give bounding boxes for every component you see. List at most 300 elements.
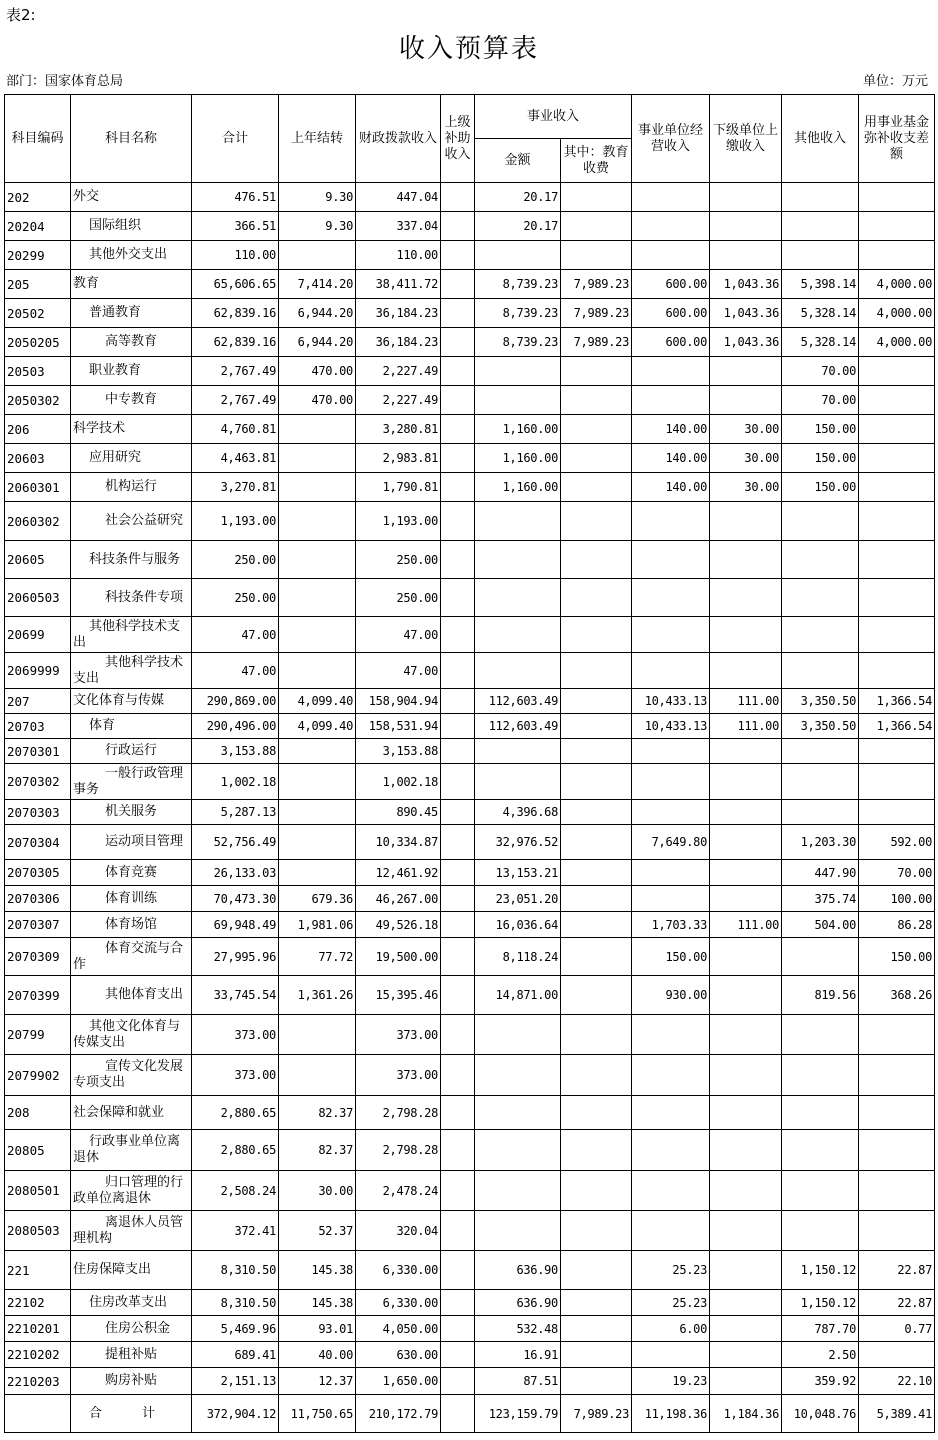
cell-lower — [710, 1368, 782, 1395]
cell-carryover — [279, 860, 356, 886]
total-operating: 11,198.36 — [632, 1395, 710, 1433]
cell-upper — [441, 1096, 475, 1130]
cell-operating — [632, 886, 710, 912]
total-label: 合 计 — [71, 1395, 192, 1433]
cell-lower — [710, 241, 782, 270]
cell-total: 476.51 — [192, 183, 279, 212]
cell-fiscal: 38,411.72 — [356, 270, 441, 299]
cell-fund: 22.10 — [859, 1368, 935, 1395]
cell-other — [782, 183, 859, 212]
cell-carryover: 7,414.20 — [279, 270, 356, 299]
cell-carryover: 12.37 — [279, 1368, 356, 1395]
cell-code: 206 — [5, 415, 71, 444]
cell-code: 2070301 — [5, 739, 71, 764]
cell-amount: 32,976.52 — [475, 825, 561, 860]
cell-name-text: 体育交流与合作 — [73, 940, 184, 972]
cell-amount — [475, 1055, 561, 1096]
table-row — [5, 541, 935, 579]
cell-fund — [859, 1096, 935, 1130]
cell-fund: 592.00 — [859, 825, 935, 860]
cell-other — [782, 1211, 859, 1251]
cell-lower — [710, 541, 782, 579]
cell-fiscal: 36,184.23 — [356, 328, 441, 357]
cell-lower — [710, 860, 782, 886]
total-row — [5, 1395, 935, 1433]
cell-lower — [710, 1342, 782, 1368]
cell-code: 2050205 — [5, 328, 71, 357]
cell-edu — [561, 1211, 632, 1251]
header-fiscal: 财政拨款收入 — [356, 95, 441, 183]
cell-carryover — [279, 764, 356, 800]
cell-other: 5,328.14 — [782, 299, 859, 328]
cell-other — [782, 1171, 859, 1211]
cell-total: 70,473.30 — [192, 886, 279, 912]
cell-carryover — [279, 825, 356, 860]
cell-name — [71, 912, 192, 938]
cell-amount: 532.48 — [475, 1316, 561, 1342]
cell-carryover — [279, 541, 356, 579]
cell-fund: 4,000.00 — [859, 270, 935, 299]
header-upper-subsidy: 上级补助收入 — [441, 95, 475, 183]
cell-lower — [710, 386, 782, 415]
cell-amount: 13,153.21 — [475, 860, 561, 886]
cell-fiscal: 46,267.00 — [356, 886, 441, 912]
cell-total: 2,880.65 — [192, 1130, 279, 1171]
cell-other: 504.00 — [782, 912, 859, 938]
cell-name-text: 中专教育 — [105, 392, 158, 407]
cell-code: 2070305 — [5, 860, 71, 886]
cell-operating — [632, 1171, 710, 1211]
cell-fund: 100.00 — [859, 886, 935, 912]
cell-total: 62,839.16 — [192, 328, 279, 357]
cell-upper — [441, 541, 475, 579]
cell-fund — [859, 1015, 935, 1055]
cell-operating — [632, 541, 710, 579]
cell-total: 26,133.03 — [192, 860, 279, 886]
cell-other: 1,150.12 — [782, 1290, 859, 1316]
cell-name-text: 住房公积金 — [105, 1320, 171, 1336]
cell-fund — [859, 1130, 935, 1171]
cell-name — [71, 386, 192, 415]
cell-lower — [710, 357, 782, 386]
cell-total: 33,745.54 — [192, 976, 279, 1015]
cell-other: 150.00 — [782, 415, 859, 444]
cell-fund — [859, 1171, 935, 1211]
cell-code: 202 — [5, 183, 71, 212]
cell-fiscal: 49,526.18 — [356, 912, 441, 938]
cell-other — [782, 541, 859, 579]
table-row — [5, 444, 935, 473]
cell-total: 373.00 — [192, 1055, 279, 1096]
cell-total: 3,153.88 — [192, 739, 279, 764]
cell-operating: 19.23 — [632, 1368, 710, 1395]
cell-upper — [441, 653, 475, 689]
header-edu-fee: 其中：教育收费 — [561, 139, 632, 183]
cell-upper — [441, 502, 475, 541]
cell-carryover — [279, 502, 356, 541]
cell-fiscal: 373.00 — [356, 1015, 441, 1055]
cell-code: 20299 — [5, 241, 71, 270]
cell-amount: 87.51 — [475, 1368, 561, 1395]
cell-operating — [632, 1211, 710, 1251]
cell-lower — [710, 886, 782, 912]
cell-total: 290,496.00 — [192, 714, 279, 739]
cell-amount — [475, 653, 561, 689]
cell-lower — [710, 1290, 782, 1316]
cell-code: 2210203 — [5, 1368, 71, 1395]
cell-lower — [710, 183, 782, 212]
cell-name-text: 购房补贴 — [105, 1373, 158, 1388]
cell-other: 819.56 — [782, 976, 859, 1015]
cell-total: 4,463.81 — [192, 444, 279, 473]
cell-code: 2070303 — [5, 800, 71, 825]
cell-carryover — [279, 1015, 356, 1055]
total-amount: 123,159.79 — [475, 1395, 561, 1433]
header-amount: 金额 — [475, 139, 561, 183]
cell-lower — [710, 1316, 782, 1342]
cell-total: 47.00 — [192, 653, 279, 689]
cell-upper — [441, 764, 475, 800]
cell-fiscal: 4,050.00 — [356, 1316, 441, 1342]
cell-total: 250.00 — [192, 579, 279, 617]
cell-other — [782, 1055, 859, 1096]
cell-edu — [561, 689, 632, 714]
cell-fiscal: 2,798.28 — [356, 1096, 441, 1130]
cell-name — [71, 270, 192, 299]
cell-operating: 1,703.33 — [632, 912, 710, 938]
cell-fund — [859, 800, 935, 825]
cell-edu — [561, 386, 632, 415]
cell-code: 2070302 — [5, 764, 71, 800]
cell-upper — [441, 357, 475, 386]
cell-code: 2069999 — [5, 653, 71, 689]
total-other: 10,048.76 — [782, 1395, 859, 1433]
cell-code: 22102 — [5, 1290, 71, 1316]
total-total: 372,904.12 — [192, 1395, 279, 1433]
cell-operating: 25.23 — [632, 1290, 710, 1316]
cell-upper — [441, 1368, 475, 1395]
total-upper — [441, 1395, 475, 1433]
cell-edu — [561, 739, 632, 764]
table-row — [5, 579, 935, 617]
table-row — [5, 764, 935, 800]
cell-fund: 0.77 — [859, 1316, 935, 1342]
cell-total: 2,767.49 — [192, 357, 279, 386]
cell-carryover: 82.37 — [279, 1130, 356, 1171]
cell-upper — [441, 386, 475, 415]
header-operating: 事业单位经营收入 — [632, 95, 710, 183]
cell-operating — [632, 1130, 710, 1171]
cell-code: 2070309 — [5, 938, 71, 976]
cell-fiscal: 1,790.81 — [356, 473, 441, 502]
cell-code: 20603 — [5, 444, 71, 473]
cell-fund — [859, 617, 935, 653]
cell-name-text: 其他科学技术支出 — [73, 618, 181, 650]
cell-fund: 86.28 — [859, 912, 935, 938]
cell-fiscal: 373.00 — [356, 1055, 441, 1096]
cell-fund — [859, 386, 935, 415]
cell-code: 2060301 — [5, 473, 71, 502]
cell-name-text: 运动项目管理 — [105, 834, 184, 849]
cell-code: 205 — [5, 270, 71, 299]
cell-upper — [441, 1251, 475, 1290]
cell-lower: 30.00 — [710, 415, 782, 444]
cell-carryover: 470.00 — [279, 357, 356, 386]
cell-other — [782, 212, 859, 241]
cell-fiscal: 19,500.00 — [356, 938, 441, 976]
cell-name — [71, 299, 192, 328]
cell-total: 373.00 — [192, 1015, 279, 1055]
cell-edu — [561, 241, 632, 270]
cell-total: 250.00 — [192, 541, 279, 579]
cell-carryover: 9.30 — [279, 212, 356, 241]
cell-name-text: 社会保障和就业 — [73, 1104, 165, 1120]
cell-name-text: 体育竞赛 — [105, 864, 158, 880]
cell-operating — [632, 183, 710, 212]
cell-code: 208 — [5, 1096, 71, 1130]
cell-code: 207 — [5, 689, 71, 714]
cell-fiscal: 337.04 — [356, 212, 441, 241]
cell-code: 2080503 — [5, 1211, 71, 1251]
cell-edu — [561, 886, 632, 912]
cell-code: 2080501 — [5, 1171, 71, 1211]
cell-edu — [561, 212, 632, 241]
cell-total: 8,310.50 — [192, 1251, 279, 1290]
cell-fund: 70.00 — [859, 860, 935, 886]
cell-other — [782, 653, 859, 689]
cell-lower — [710, 1055, 782, 1096]
cell-amount: 1,160.00 — [475, 415, 561, 444]
cell-edu — [561, 415, 632, 444]
cell-fiscal: 1,193.00 — [356, 502, 441, 541]
cell-carryover: 4,099.40 — [279, 689, 356, 714]
table-row — [5, 415, 935, 444]
cell-edu — [561, 502, 632, 541]
cell-fund — [859, 764, 935, 800]
cell-edu — [561, 541, 632, 579]
cell-other — [782, 617, 859, 653]
cell-lower — [710, 1015, 782, 1055]
cell-fund — [859, 739, 935, 764]
cell-name — [71, 1251, 192, 1290]
cell-other: 5,398.14 — [782, 270, 859, 299]
cell-carryover — [279, 1055, 356, 1096]
table-row — [5, 357, 935, 386]
cell-operating: 10,433.13 — [632, 689, 710, 714]
cell-name-text: 宣传文化发展专项支出 — [73, 1059, 184, 1090]
cell-edu: 7,989.23 — [561, 299, 632, 328]
cell-other — [782, 800, 859, 825]
cell-code: 2070304 — [5, 825, 71, 860]
cell-name-text: 住房改革支出 — [89, 1294, 168, 1310]
cell-other: 2.50 — [782, 1342, 859, 1368]
cell-carryover — [279, 800, 356, 825]
header-carryover: 上年结转 — [279, 95, 356, 183]
cell-fiscal: 250.00 — [356, 579, 441, 617]
cell-fund — [859, 653, 935, 689]
cell-lower — [710, 212, 782, 241]
cell-fund — [859, 444, 935, 473]
department-label: 部门：国家体育总局 — [6, 74, 124, 89]
table-row — [5, 183, 935, 212]
cell-carryover: 9.30 — [279, 183, 356, 212]
cell-upper — [441, 270, 475, 299]
cell-total: 2,767.49 — [192, 386, 279, 415]
cell-other: 359.92 — [782, 1368, 859, 1395]
cell-operating — [632, 579, 710, 617]
cell-amount: 20.17 — [475, 183, 561, 212]
cell-code: 20699 — [5, 617, 71, 653]
cell-upper — [441, 444, 475, 473]
cell-name — [71, 739, 192, 764]
cell-edu — [561, 1290, 632, 1316]
cell-code: 2070306 — [5, 886, 71, 912]
cell-name-text: 行政运行 — [105, 743, 158, 758]
cell-code: 20805 — [5, 1130, 71, 1171]
cell-fiscal: 2,798.28 — [356, 1130, 441, 1171]
cell-name-text: 离退休人员管理机构 — [73, 1214, 184, 1246]
cell-name — [71, 689, 192, 714]
table-row — [5, 689, 935, 714]
cell-amount: 14,871.00 — [475, 976, 561, 1015]
cell-fund — [859, 1342, 935, 1368]
cell-fund — [859, 541, 935, 579]
cell-amount — [475, 1096, 561, 1130]
cell-name — [71, 1316, 192, 1342]
cell-upper — [441, 1211, 475, 1251]
cell-carryover — [279, 415, 356, 444]
cell-carryover: 6,944.20 — [279, 328, 356, 357]
cell-name — [71, 1171, 192, 1211]
cell-name — [71, 241, 192, 270]
cell-name — [71, 473, 192, 502]
cell-fund — [859, 1211, 935, 1251]
cell-amount: 8,118.24 — [475, 938, 561, 976]
cell-lower — [710, 579, 782, 617]
cell-total: 2,880.65 — [192, 1096, 279, 1130]
cell-fiscal: 6,330.00 — [356, 1290, 441, 1316]
cell-upper — [441, 800, 475, 825]
cell-carryover: 470.00 — [279, 386, 356, 415]
cell-name — [71, 976, 192, 1015]
cell-amount — [475, 1171, 561, 1211]
cell-fund — [859, 212, 935, 241]
cell-other: 150.00 — [782, 473, 859, 502]
cell-operating: 600.00 — [632, 299, 710, 328]
table-row — [5, 502, 935, 541]
cell-total: 62,839.16 — [192, 299, 279, 328]
cell-total: 5,287.13 — [192, 800, 279, 825]
cell-name-text: 职业教育 — [89, 363, 142, 378]
cell-name — [71, 541, 192, 579]
table-row — [5, 800, 935, 825]
table-row — [5, 299, 935, 328]
cell-operating: 150.00 — [632, 938, 710, 976]
table-row — [5, 1171, 935, 1211]
cell-amount — [475, 1015, 561, 1055]
cell-name — [71, 617, 192, 653]
table-row — [5, 270, 935, 299]
cell-name-text: 外交 — [73, 189, 100, 204]
table-row — [5, 473, 935, 502]
cell-name — [71, 328, 192, 357]
cell-edu — [561, 1316, 632, 1342]
cell-code: 20799 — [5, 1015, 71, 1055]
cell-code: 20703 — [5, 714, 71, 739]
cell-name — [71, 886, 192, 912]
cell-operating — [632, 1055, 710, 1096]
cell-upper — [441, 976, 475, 1015]
table-row — [5, 714, 935, 739]
cell-total: 27,995.96 — [192, 938, 279, 976]
cell-operating: 10,433.13 — [632, 714, 710, 739]
cell-name-text: 应用研究 — [89, 450, 142, 465]
total-edu: 7,989.23 — [561, 1395, 632, 1433]
cell-code: 2070307 — [5, 912, 71, 938]
table-row — [5, 886, 935, 912]
cell-carryover — [279, 653, 356, 689]
header-code: 科目编码 — [5, 95, 71, 183]
cell-name — [71, 212, 192, 241]
cell-fiscal: 6,330.00 — [356, 1251, 441, 1290]
cell-other: 1,150.12 — [782, 1251, 859, 1290]
cell-upper — [441, 714, 475, 739]
cell-name — [71, 1368, 192, 1395]
cell-total: 689.41 — [192, 1342, 279, 1368]
cell-operating — [632, 1015, 710, 1055]
cell-other: 150.00 — [782, 444, 859, 473]
unit-label: 单位：万元 — [862, 74, 928, 89]
cell-edu — [561, 860, 632, 886]
cell-edu — [561, 1251, 632, 1290]
cell-fund: 1,366.54 — [859, 689, 935, 714]
table-row — [5, 938, 935, 976]
cell-operating — [632, 1342, 710, 1368]
cell-name — [71, 1211, 192, 1251]
cell-lower — [710, 800, 782, 825]
cell-code: 2050302 — [5, 386, 71, 415]
cell-fiscal: 2,983.81 — [356, 444, 441, 473]
cell-upper — [441, 299, 475, 328]
cell-code: 221 — [5, 1251, 71, 1290]
cell-lower — [710, 617, 782, 653]
cell-operating: 25.23 — [632, 1251, 710, 1290]
cell-edu — [561, 1096, 632, 1130]
cell-amount: 23,051.20 — [475, 886, 561, 912]
cell-fund — [859, 241, 935, 270]
cell-upper — [441, 825, 475, 860]
cell-amount — [475, 502, 561, 541]
cell-fiscal: 110.00 — [356, 241, 441, 270]
cell-edu — [561, 800, 632, 825]
table-row — [5, 328, 935, 357]
cell-other — [782, 1096, 859, 1130]
cell-carryover — [279, 579, 356, 617]
cell-carryover — [279, 617, 356, 653]
cell-fiscal: 250.00 — [356, 541, 441, 579]
cell-operating: 140.00 — [632, 415, 710, 444]
cell-other — [782, 579, 859, 617]
cell-upper — [441, 739, 475, 764]
cell-other: 5,328.14 — [782, 328, 859, 357]
cell-operating: 6.00 — [632, 1316, 710, 1342]
cell-fiscal: 3,153.88 — [356, 739, 441, 764]
table-row — [5, 825, 935, 860]
cell-name — [71, 183, 192, 212]
cell-name-text: 提租补贴 — [105, 1346, 158, 1362]
cell-upper — [441, 689, 475, 714]
cell-carryover: 4,099.40 — [279, 714, 356, 739]
